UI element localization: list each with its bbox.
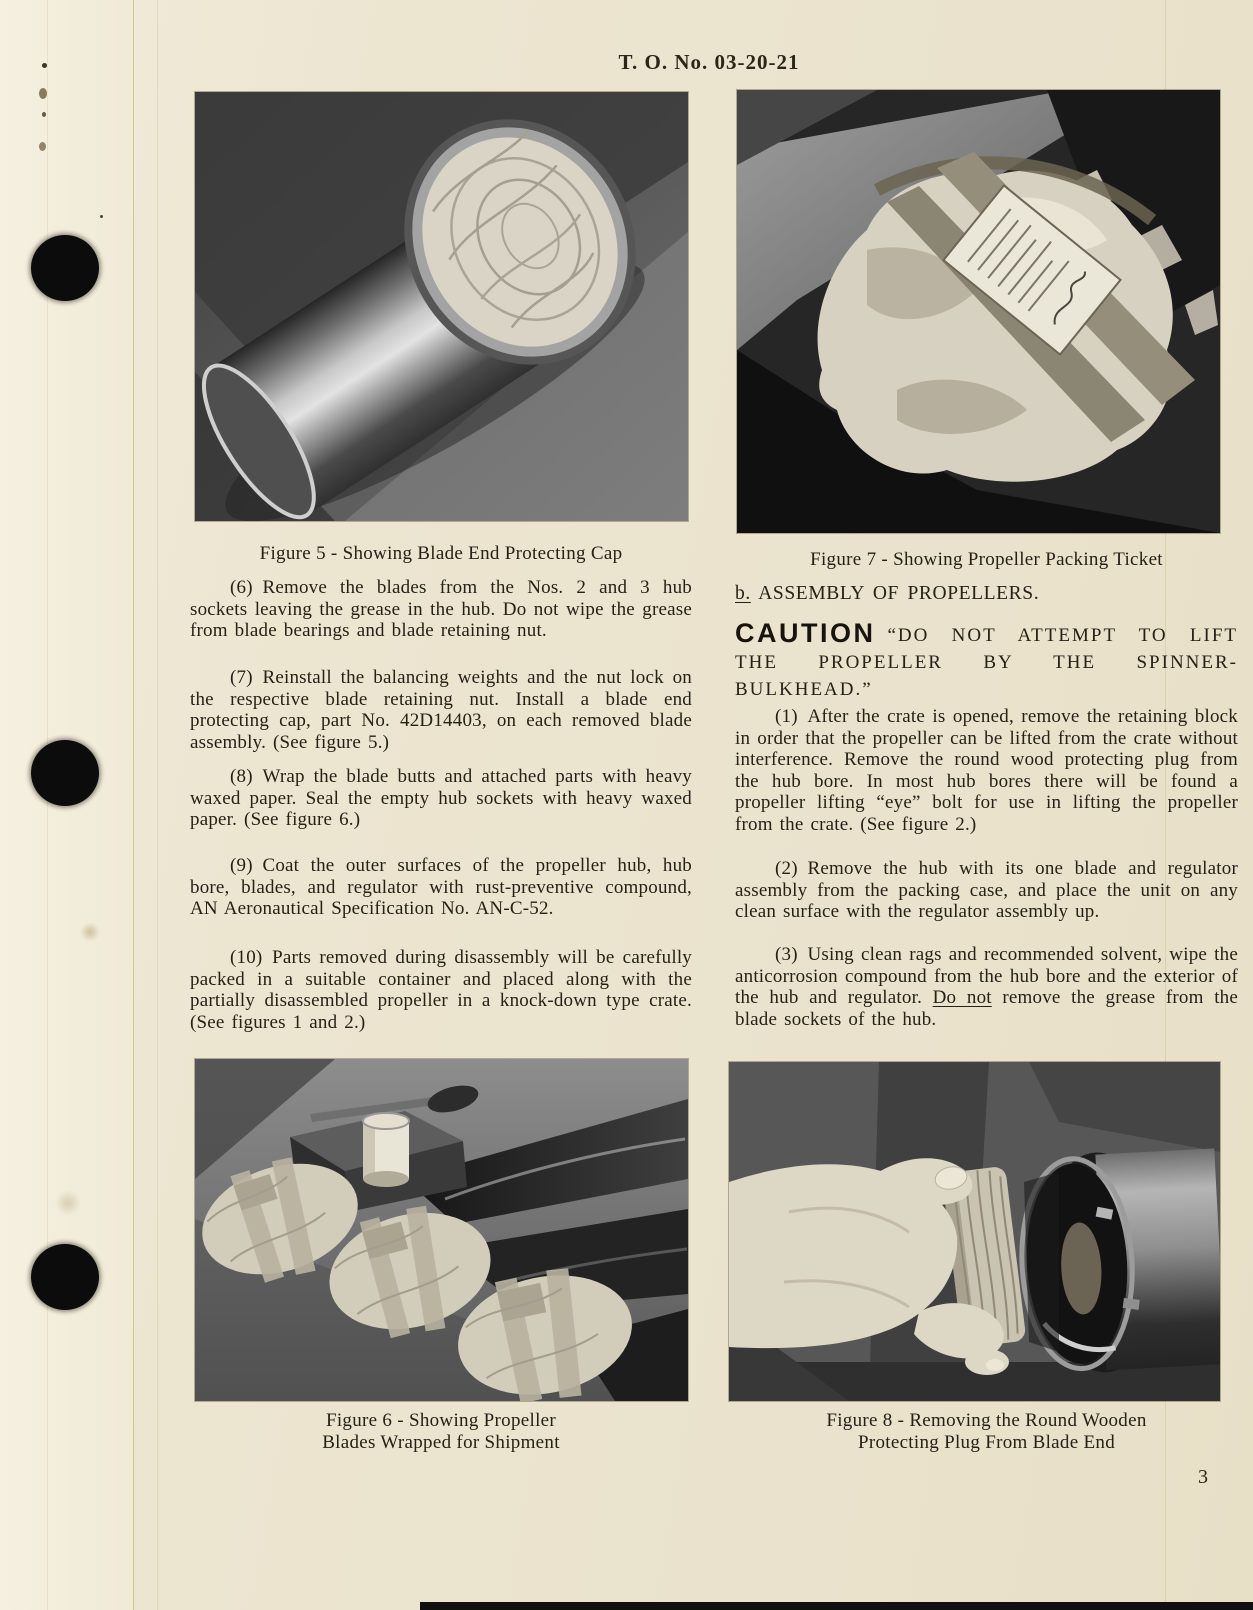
- figure6-caption-line2: Blades Wrapped for Shipment: [322, 1432, 560, 1453]
- binding-hole-middle: [31, 740, 99, 806]
- paragraph-3: [735, 944, 1238, 1030]
- paragraph-10: (10) Parts removed during disassembly will be carefully packed in a suitable container and placed along with the partially disassembled propeller in a knock-down type crate. (See figures 1 and 2.): [190, 947, 692, 1033]
- figure5-caption: Figure 5 - Showing Blade End Protecting Cap: [259, 543, 623, 564]
- paragraph-3-text-end: remove the grease from the blade sockets of the hub.: [735, 987, 1239, 1030]
- paper-speck: [100, 215, 103, 218]
- section-b-title: ASSEMBLY OF PROPELLERS.: [758, 583, 1040, 604]
- scan-crease-line: [133, 0, 134, 1610]
- page-number: 3: [1198, 1466, 1208, 1488]
- figure7-caption: Figure 7 - Showing Propeller Packing Ticket: [810, 549, 1163, 570]
- caution-label: CAUTION: [735, 618, 876, 648]
- paper-stain: [80, 922, 100, 942]
- paper-stain: [55, 1190, 81, 1216]
- scan-edge-bar: [420, 1602, 1253, 1610]
- binding-hole-top: [31, 235, 99, 301]
- figure6-caption-line1: Figure 6 - Showing Propeller: [325, 1410, 557, 1431]
- figure8-caption-line1: Figure 8 - Removing the Round Wooden: [826, 1410, 1147, 1431]
- paragraph-2: (2) Remove the hub with its one blade and regulator assembly from the packing case, and place the unit on any clean surface with the regulator assembly up.: [735, 858, 1238, 922]
- paper-speck: [42, 63, 47, 68]
- caution-text: “DO NOT ATTEMPT TO LIFT THE PROPELLER BY THE SPINNER-BULKHEAD.”: [735, 625, 1238, 700]
- scan-crease-line: [157, 0, 158, 1610]
- page-header-to-number: T. O. No. 03-20-21: [618, 50, 800, 74]
- paragraph-6: (6) Remove the blades from the Nos. 2 and 3 hub sockets leaving the grease in the hub. Do not wipe the grease from blade bearings and blade retaining nut.: [190, 577, 692, 641]
- figure8-caption-line2: Protecting Plug From Blade End: [857, 1432, 1116, 1453]
- section-b-heading: [735, 583, 1039, 605]
- figure8-caption: [735, 1410, 1238, 1454]
- paragraph-1: (1) After the crate is opened, remove the retaining block in order that the propeller can be lifted from the crate without interference. Remove the round wood protecting plug from the hub bore. In most hub bores there will be found a propeller lifting “eye” bolt for use in lifting the propeller from the crate. (See figure 2.): [735, 706, 1238, 835]
- figure6-caption: [190, 1410, 692, 1454]
- section-b-label: b.: [735, 583, 751, 604]
- paper-speck: [39, 88, 47, 99]
- paper-speck: [39, 142, 46, 151]
- paper-speck: [42, 112, 46, 117]
- paragraph-9: (9) Coat the outer surfaces of the propeller hub, hub bore, blades, and regulator with rust-preventive compound, AN Aeronautical Specification No. AN-C-52.: [190, 855, 692, 919]
- paragraph-3-text: (3) Using clean rags and recommended solvent, wipe the anticorrosion compound from the hub bore and the exterior of the hub and regulator.: [735, 944, 1238, 1008]
- caution-block: [735, 620, 1238, 703]
- paragraph-3-do-not: Do not: [932, 987, 992, 1008]
- paragraph-8: (8) Wrap the blade butts and attached parts with heavy waxed paper. Seal the empty hub sockets with heavy waxed paper. (See figure 6.): [190, 766, 692, 830]
- right-column: [735, 0, 1238, 1610]
- paragraph-7: (7) Reinstall the balancing weights and the nut lock on the respective blade retaining nut. Install a blade end protecting cap, part No. 42D14403, on each removed blade assembly. (See figure 5.): [190, 667, 692, 753]
- left-column: [190, 0, 692, 1610]
- binding-hole-bottom: [31, 1244, 99, 1310]
